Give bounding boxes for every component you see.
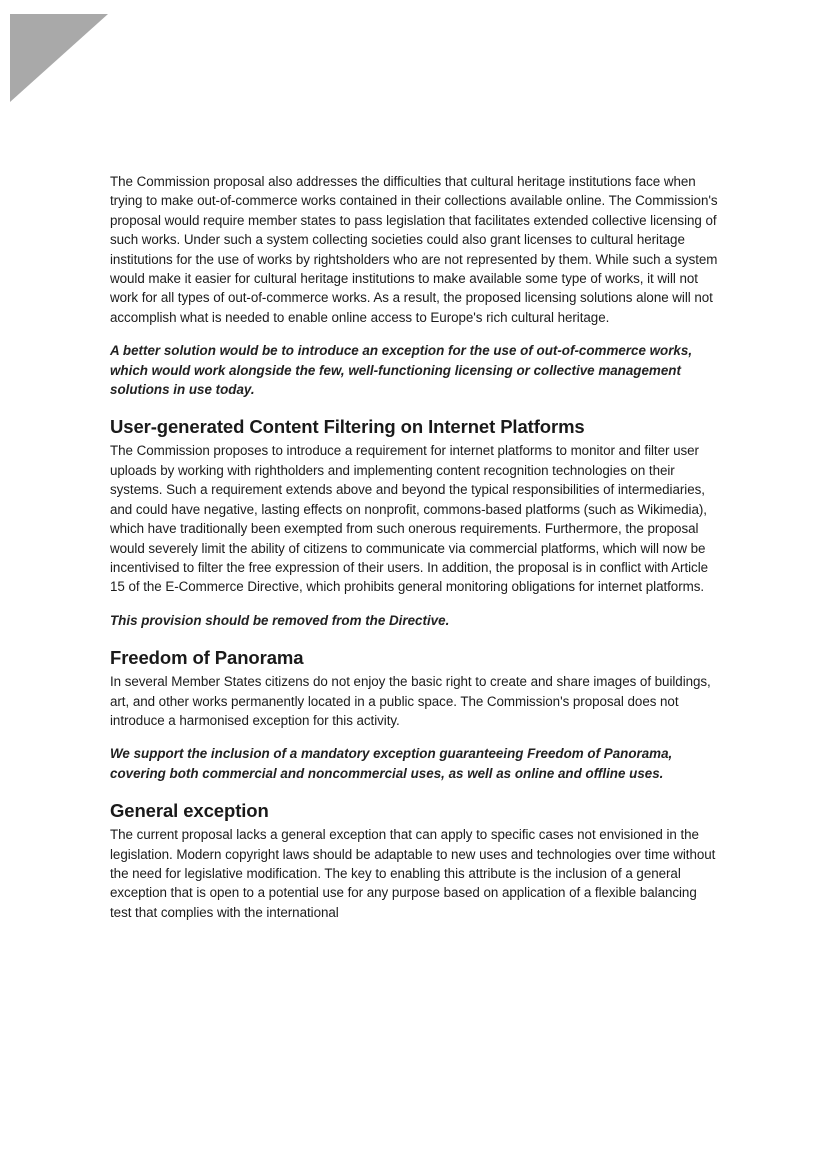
document-body bbox=[110, 172, 718, 922]
heading-freedom-of-panorama: Freedom of Panorama bbox=[110, 647, 304, 669]
page-corner-triangle bbox=[10, 14, 108, 102]
recommendation-freedom-of-panorama: We support the inclusion of a mandatory exception guaranteeing Freedom of Panorama, covering both commercial and noncommercial uses, as well as online and offline uses. bbox=[110, 746, 673, 781]
heading-general-exception: General exception bbox=[110, 800, 269, 822]
paragraph-ugc-filtering: The Commission proposes to introduce a requirement for internet platforms to monitor and filter user uploads by working with rightholders and implementing content recognition technologies on their systems. Such a requirement extends above and beyond the typical responsibilities of intermediaries, and could have negative, lasting effects on nonprofit, commons-based platforms (such as Wikimedia), which have traditionally been exempted from such onerous requirements. Furthermore, the proposal would severely limit the ability of citizens to communicate via commercial platforms, which will now be incentivised to filter the free expression of their users. In addition, the proposal is in conflict with Article 15 of the E-Commerce Directive, which prohibits general monitoring obligations for internet platforms. bbox=[110, 443, 709, 595]
heading-ugc-filtering: User-generated Content Filtering on Internet Platforms bbox=[110, 416, 585, 438]
paragraph-freedom-of-panorama: In several Member States citizens do not enjoy the basic right to create and share images of buildings, art, and other works permanently located in a public space. The Commission's proposal does not introduce a harmonised exception for this activity. bbox=[110, 674, 711, 728]
paragraph-general-exception: The current proposal lacks a general exception that can apply to specific cases not envisioned in the legislation. Modern copyright laws should be adaptable to new uses and technologies over time without the need for legislative modification. The key to enabling this attribute is the inclusion of a general exception that is open to a potential use for any purpose based on application of a flexible balancing test that complies with the international bbox=[110, 827, 716, 920]
recommendation-out-of-commerce: A better solution would be to introduce an exception for the use of out-of-commerce works, which would work alongside the few, well-functioning licensing or collective management solutions in use today. bbox=[110, 343, 693, 398]
recommendation-ugc-filtering: This provision should be removed from the Directive. bbox=[110, 612, 450, 628]
paragraph-out-of-commerce: The Commission proposal also addresses the difficulties that cultural heritage institutions face when trying to make out-of-commerce works contained in their collections available online. The Commission's proposal would require member states to pass legislation that facilitates extended collective licensing of such works. Under such a system collecting societies could also grant licenses to cultural heritage institutions for the use of works by rightsholders who are not represented by them. While such a system would make it easier for cultural heritage institutions to make available some type of works, it will not work for all types of out-of-commerce works. As a result, the proposed licensing solutions alone will not accomplish what is needed to enable online access to Europe's rich cultural heritage. bbox=[110, 174, 718, 325]
